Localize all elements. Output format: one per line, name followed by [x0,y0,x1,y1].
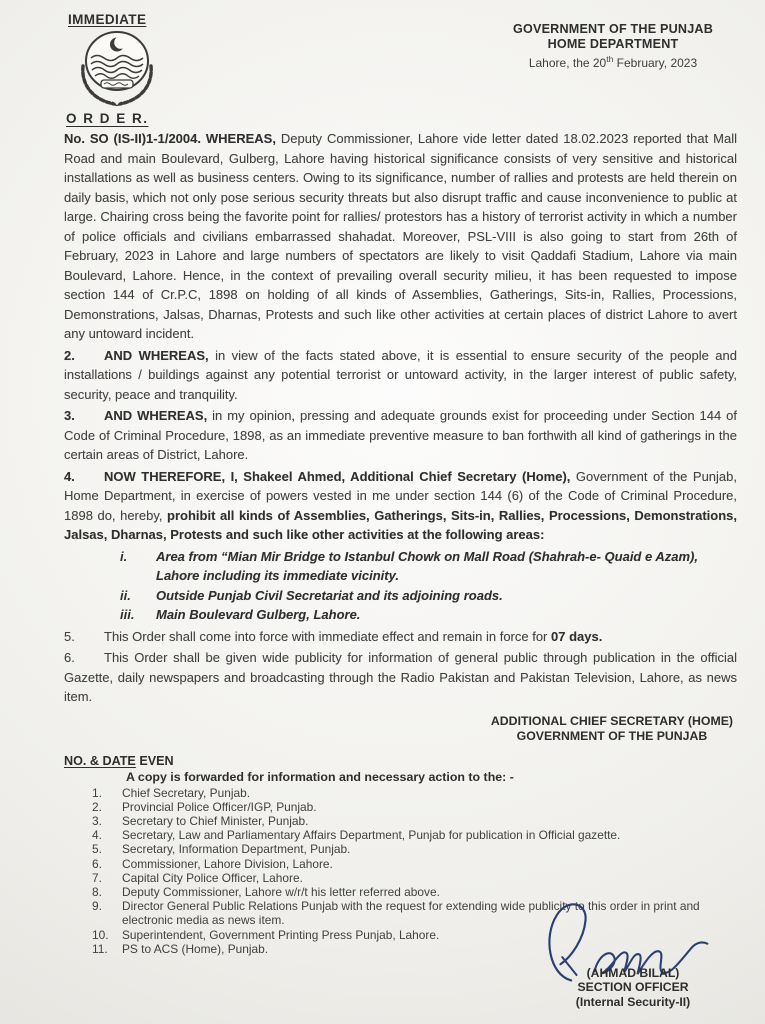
distribution-item: 1. Chief Secretary, Punjab. [92,785,250,800]
clause-4-number: 4. [64,468,75,484]
punjab-crest-icon [70,28,164,106]
place-date-line [513,54,713,70]
clause-4-prohibition: prohibit all kinds of Assemblies, Gatherings, Sits-in, Rallies, Processions, Demonstrations, Jalsas, Dharnas, Protests and such like other activities at the following areas: [64,507,737,542]
date-text: Lahore, the 20 [528,56,607,70]
distribution-item: 8. Deputy Commissioner, Lahore w/r/t his letter referred above. [92,884,440,899]
clause-4 [64,467,737,545]
clause-1-text: Deputy Commissioner, Lahore vide letter dated 18.02.2023 reported that Mall Road and main Boulevard, Gulberg, Lahore having historical significance consists of very sensitive and historical installations as well as business centers. Owing to its significance, number of rallies and protests are held therein on daily basis, which not only pose serious security threats but also disrupt traffic and cause inconvenience to public at large. Chairing cross being the favorite point for rallies/ protestors has a history of terrorist activity in which a number of police officials and civilians embarrassed shahadat. Moreover, PSL-VIII is also going to start from 26th of February, 2023 in Lahore and large numbers of spectators are likely to visit Qaddafi Stadium, Lahore via main Boulevard, Lahore. Hence, in the context of prevailing overall security milieu, it has been requested to impose section 144 of Cr.P.C, 1898 on holding of all kinds of Assemblies, Gatherings, Sits-in, Rallies, Processions, Demonstrations, Jalsas, Dharnas, Protests and such like other activities at certain places of district Lahore to avert any untoward incident. [64,131,737,341]
clause-6-text: This Order shall be given wide publicity for information of general public through publication in the official Gazette, daily newspapers and broadcasting through the Radio Pakistan and Pakistan Television, Lahore, as news item. [64,650,737,704]
clause-3-number: 3. [64,408,75,423]
signatory-post: SECTION OFFICER [577,980,689,994]
signatory-government: GOVERNMENT OF THE PUNJAB [516,729,708,743]
distribution-item: 10. Superintendent, Government Printing Press Punjab, Lahore. [92,927,440,942]
department-name: HOME DEPARTMENT [547,37,679,51]
clause-3-text: in my opinion, pressing and adequate grounds exist for proceeding under Section 144 of Code of Criminal Procedure, 1898, as an immediate preventive measure to ban forthwith all kind of gatherings in the certain areas of District, Lahore. [64,408,737,462]
clause-2-text: in view of the facts stated above, it is essential to ensure security of the people and installations / buildings against any potential terrorist or untoward activity, in the larger interest of public safety, security, peace and tranquility. [64,347,737,402]
clause-5-text: This Order shall come into force with immediate effect and remain in force for [104,628,552,644]
reference-value: EVEN [135,753,174,768]
order-heading: O R D E R. [66,111,149,126]
clause-4-text: Government of the Punjab, Home Department, in exercise of powers vested in me under section 144 (6) of the Code of Criminal Procedure, 1898 do, hereby, [64,468,737,523]
distribution-item: 11. PS to ACS (Home), Punjab. [92,941,269,956]
clause-6 [64,648,737,707]
clause-5 [64,627,737,647]
clause-1 [64,129,737,344]
area-iii-text: Main Boulevard Gulberg, Lahore. [156,607,361,622]
area-ii-numeral: ii. [120,587,131,603]
letterhead [64,10,737,126]
signatory-name: (AHMAD BILAL) [586,966,680,980]
area-ii-text: Outside Punjab Civil Secretariat and its adjoining roads. [156,587,503,603]
distribution-item: 6. Commissioner, Lahore Division, Lahore. [92,856,333,871]
forwarding-line: A copy is forwarded for information and necessary action to the: - [126,769,514,784]
clause-3 [64,406,737,465]
date-ordinal-suffix: th [606,54,614,64]
distribution-item: 9. Director General Public Relations Punjab with the request for extending wide publicity to this order in print and electronic media as news item. [92,899,700,928]
clause-2-number: 2. [64,347,75,363]
order-number: No. SO (IS-II)1-1/2004. WHEREAS, [64,131,276,146]
date-text-rest: February, 2023 [613,56,698,70]
order-text [64,129,737,956]
distribution-item: 4. Secretary, Law and Parliamentary Affairs Department, Punjab for publication in Official gazette. [92,828,621,843]
signatory-designation [491,714,733,745]
distribution-item: 5. Secretary, Information Department, Punjab. [92,842,351,857]
letterhead-right [513,10,737,126]
government-name: GOVERNMENT OF THE PUNJAB [512,22,713,36]
clause-3-lead: AND WHEREAS, [104,408,208,423]
punjab-crest-logo [70,28,264,111]
signatory-wing: (Internal Security-II) [575,995,691,1009]
area-i-text: Area from “Mian Mir Bridge to Istanbul Chowk on Mall Road (Shahrah-e- Quaid e Azam), Lahore including its immediate vicinity. [156,548,698,583]
distribution-item: 7. Capital City Police Officer, Lahore. [92,870,303,885]
area-i-numeral: i. [120,548,128,564]
reference-label: NO. & DATE [64,753,136,768]
signature-block [523,898,743,1010]
list-item [120,547,737,586]
clause-2-lead: AND WHEREAS, [104,347,209,363]
clause-6-number: 6. [64,650,75,665]
list-item [120,586,737,606]
distribution-item: 2. Provincial Police Officer/IGP, Punjab. [92,799,317,814]
signatory-title: ADDITIONAL CHIEF SECRETARY (HOME) [490,713,733,728]
clause-2 [64,346,737,405]
clause-5-duration: 07 days. [551,628,603,644]
reference-number-line [64,754,737,768]
clause-4-lead: NOW THEREFORE, I, Shakeel Ahmed, Additional Chief Secretary (Home), [104,468,571,484]
clause-5-number: 5. [64,628,75,644]
letterhead-left [64,10,264,126]
urgency-label: IMMEDIATE [68,12,147,27]
list-item [120,605,737,625]
area-iii-numeral: iii. [120,607,135,622]
distribution-item: 3. Secretary to Chief Minister, Punjab. [92,813,309,828]
prohibited-areas-list [120,547,737,625]
